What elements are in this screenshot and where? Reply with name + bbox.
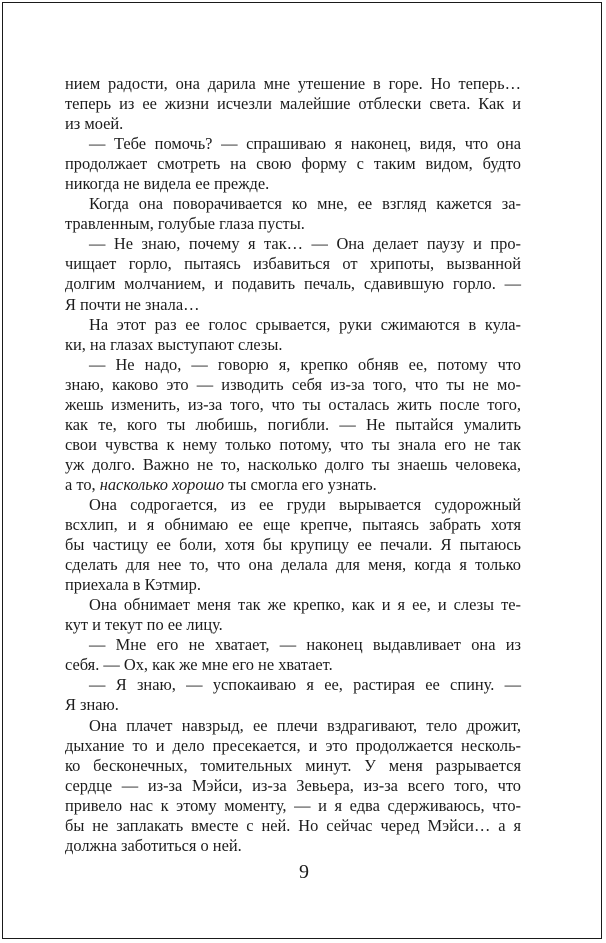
book-page: [2, 2, 602, 939]
text-line: должна заботиться о ней.: [65, 835, 242, 855]
text-line: Она содрогается, из ее груди вырывается судорожный: [89, 494, 521, 514]
text-line: уж долго. Важно не то, насколько долго ты знаешь человека,: [65, 454, 521, 474]
text-line: Она обнимает меня так же крепко, как и я ее, и слезы те-: [89, 595, 521, 615]
text-line: Я почти не знала…: [65, 294, 200, 314]
text-line: — Я знаю, — успокаиваю я ее, растирая ее спину. —: [89, 675, 521, 695]
text-line: свои чувства к нему только потому, что ты знала его не так: [65, 434, 521, 454]
text-line: — Не знаю, почему я так… — Она делает паузу и про-: [89, 234, 521, 254]
text-line: дыхание то и дело пресекается, и это продолжается несколь-: [65, 735, 521, 755]
text-line: долгим молчанием, и подавить печаль, сдавившую горло. —: [65, 274, 521, 294]
text-line: себя. — Ох, как же мне его не хватает.: [65, 655, 333, 675]
text-line: кут и текут по ее лицу.: [65, 615, 223, 635]
text-line: приехала в Кэтмир.: [65, 575, 201, 595]
text-line: ки, на глазах выступают слезы.: [65, 334, 283, 354]
text-line: жешь изменить, из-за того, что ты осталась жить после того,: [65, 394, 521, 414]
text-line: — Тебе помочь? — спрашиваю я наконец, видя, что она: [89, 134, 521, 154]
text-line: а то, насколько хорошо ты смогла его узнать.: [65, 474, 377, 494]
text-line: бы не заплакать вместе с ней. Но сейчас черед Мэйси… а я: [65, 815, 521, 835]
text-line: бы частицу ее боли, хотя бы крупицу ее печали. Я пытаюсь: [65, 535, 521, 555]
page-number: 9: [299, 861, 309, 883]
text-line: привело нас к этому моменту, — и я едва сдерживаюсь, что-: [65, 795, 521, 815]
text-line: как те, кого ты любишь, погибли. — Не пытайся умалить: [65, 414, 521, 434]
text-line: всхлип, и я обнимаю ее еще крепче, пытаясь забрать хотя: [65, 515, 521, 535]
text-line: теперь из ее жизни исчезли малейшие отблески света. Как и: [65, 94, 521, 114]
text-line: Она плачет навзрыд, ее плечи вздрагивают, тело дрожит,: [89, 715, 521, 735]
text-line: чищает горло, пытаясь избавиться от хрипоты, вызванной: [65, 254, 521, 274]
text-line: никогда не видела ее прежде.: [65, 174, 270, 194]
text-line: Я знаю.: [65, 695, 119, 715]
text-line: сердце — из-за Мэйси, из-за Зевьера, из-за всего того, что: [65, 775, 521, 795]
text-line: ко бесконечных, томительных минут. У меня разрывается: [65, 755, 521, 775]
text-line: Когда она поворачивается ко мне, ее взгляд кажется за-: [89, 194, 521, 214]
text-line: сделать для нее то, что она делала для меня, когда я только: [65, 555, 521, 575]
text-line: На этот раз ее голос срывается, руки сжимаются в кула-: [89, 314, 521, 334]
emphasis-text: насколько хорошо: [99, 474, 225, 494]
body-text: [65, 74, 521, 856]
text-line: — Не надо, — говорю я, крепко обняв ее, потому что: [89, 354, 521, 374]
text-line: травленным, голубые глаза пусты.: [65, 214, 305, 234]
text-line: продолжает смотреть на свою форму с таким видом, будто: [65, 154, 521, 174]
text-line: — Мне его не хватает, — наконец выдавливает она из: [89, 635, 521, 655]
text-line: нием радости, она дарила мне утешение в горе. Но теперь…: [65, 74, 521, 93]
text-line: из моей.: [65, 114, 124, 134]
text-line: знаю, каково это — изводить себя из-за того, что ты не мо-: [65, 374, 521, 394]
